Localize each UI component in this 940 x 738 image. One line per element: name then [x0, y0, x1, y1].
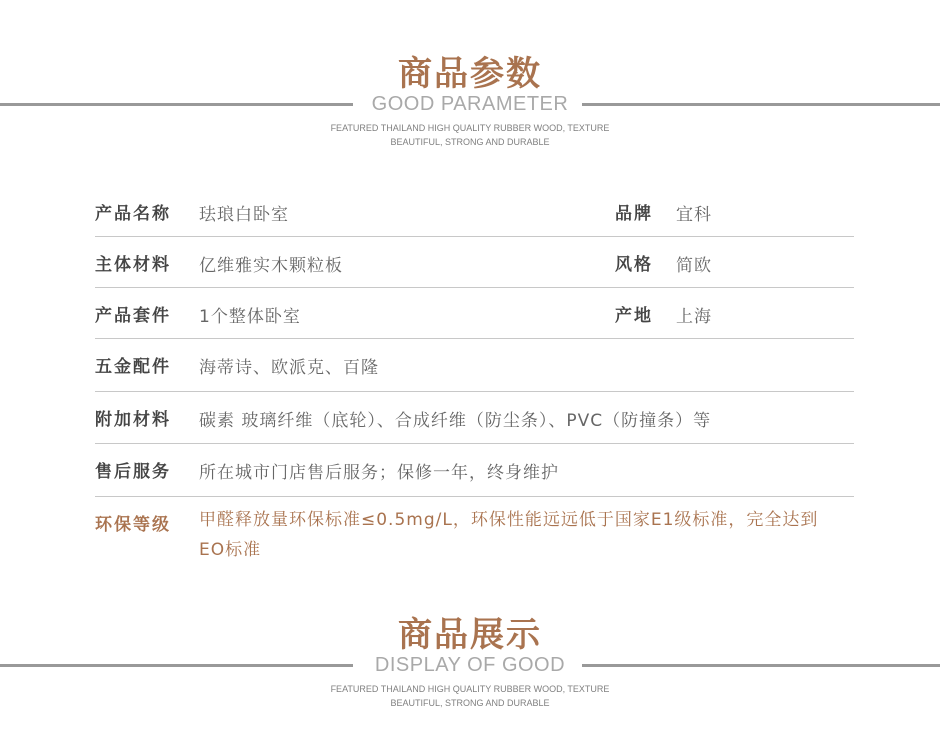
param-label: 品牌 [615, 204, 653, 224]
param-label: 环保等级 [95, 515, 171, 535]
param-row [95, 288, 854, 339]
param-label: 主体材料 [95, 255, 171, 275]
display-title: 商品展示 [398, 615, 542, 655]
param-label: 售后服务 [95, 462, 171, 482]
param-value: 所在城市门店售后服务；保修一年，终身维护 [199, 463, 559, 483]
rule-right [582, 664, 940, 667]
param-label: 五金配件 [95, 357, 171, 377]
param-row [95, 237, 854, 288]
param-value: 珐琅白卧室 [199, 205, 289, 225]
param-label: 产地 [615, 306, 653, 326]
parameter-title-rule [0, 94, 940, 114]
param-row [95, 339, 854, 392]
display-subtitle-1: FEATURED THAILAND HIGH QUALITY RUBBER WOOD, TEXTURE [330, 684, 610, 694]
param-label: 风格 [615, 255, 653, 275]
param-value: 简欧 [676, 256, 712, 276]
parameter-title-en: GOOD PARAMETER [371, 93, 569, 115]
param-value: 海蒂诗、欧派克、百隆 [199, 358, 379, 378]
param-value: 宜科 [676, 205, 712, 225]
param-value: 亿维雅实木颗粒板 [199, 256, 343, 276]
param-row [95, 186, 854, 237]
param-label: 产品套件 [95, 306, 171, 326]
param-row [95, 444, 854, 497]
display-subtitle-2: BEAUTIFUL, STRONG AND DURABLE [390, 698, 550, 708]
param-row-highlight [95, 497, 854, 567]
parameter-subtitle-1: FEATURED THAILAND HIGH QUALITY RUBBER WOOD, TEXTURE [330, 123, 610, 133]
parameter-table [95, 186, 854, 567]
parameter-title: 商品参数 [398, 54, 542, 94]
param-value: 1个整体卧室 [199, 307, 301, 327]
param-label: 产品名称 [95, 204, 171, 224]
display-title-rule [0, 655, 940, 675]
rule-right [582, 103, 940, 106]
parameter-subtitle-2: BEAUTIFUL, STRONG AND DURABLE [390, 137, 550, 147]
param-row [95, 392, 854, 444]
param-value: 上海 [676, 307, 712, 327]
param-value: 碳素 玻璃纤维（底轮）、合成纤维（防尘条）、PVC（防撞条）等 [199, 411, 712, 431]
param-value: 甲醛释放量环保标准≤0.5mg/L，环保性能远远低于国家E1级标准，完全达到EO标准 [199, 510, 819, 560]
display-title-en: DISPLAY OF GOOD [374, 654, 566, 676]
param-label: 附加材料 [95, 410, 171, 430]
